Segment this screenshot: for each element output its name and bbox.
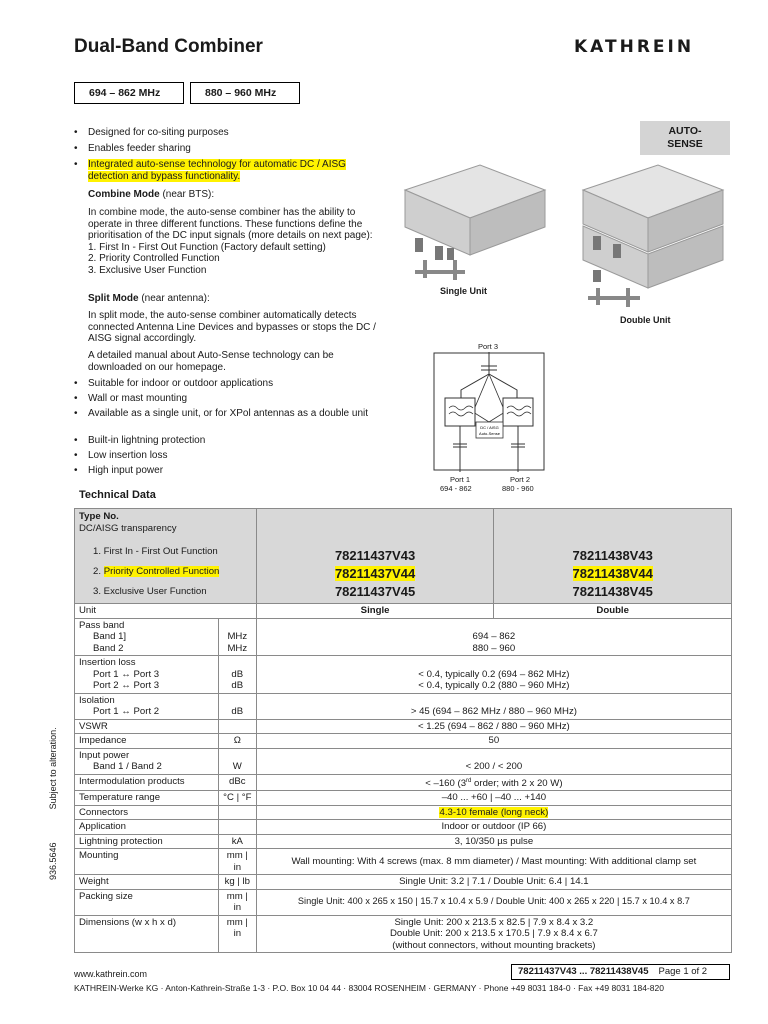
split-mode-heading: Split Mode (near antenna): <box>88 293 210 304</box>
feature-item: • Designed for co-siting purposes <box>74 127 229 138</box>
table-row: Connectors 4.3-10 female (long neck) <box>75 805 732 820</box>
table-row: VSWR < 1.25 (694 – 862 / 880 – 960 MHz) <box>75 719 732 734</box>
table-row: Dimensions (w x h x d) mm | in Single Unit: 200 x 213.5 x 82.5 | 7.9 x 8.4 x 3.2 Double Unit: 200 x 213.5 x 170.5 | 7.9 x 8.4 x 6.7 (without connectors, without mounting brackets) <box>75 915 732 953</box>
table-row: Packing size mm | in Single Unit: 400 x 265 x 150 | 15.7 x 10.4 x 5.9 / Double Unit: 400 x 265 x 220 | 15.7 x 10.4 x 8.7 <box>75 889 732 915</box>
document-code: 936.5646 <box>48 842 58 880</box>
type-double-v44: 78211438V44 <box>572 566 653 581</box>
badge-line-1: AUTO- <box>668 125 702 137</box>
table-row: Weight kg | lb Single Unit: 3.2 | 7.1 / Double Unit: 6.4 | 14.1 <box>75 875 732 890</box>
table-row: Insertion loss Port 1 ↔ Port 3 Port 2 ↔ Port 3 dB dB < 0.4, typically 0.2 (694 – 862 MHz) < 0.4, typically 0.2 (880 – 960 MHz) <box>75 656 732 694</box>
feature-item: • Low insertion loss <box>74 450 168 461</box>
footer-website: www.kathrein.com <box>74 969 148 979</box>
double-unit-caption: Double Unit <box>620 315 671 325</box>
feature-item: • Suitable for indoor or outdoor applications <box>74 378 274 389</box>
combine-mode-heading: Combine Mode (near BTS): <box>88 189 215 200</box>
page-title: Dual-Band Combiner <box>74 36 263 57</box>
table-row: Pass band Band 1] Band 2 MHz MHz 694 – 862 880 – 960 <box>75 618 732 656</box>
feature-item: • High input power <box>74 465 164 476</box>
single-unit-caption: Single Unit <box>440 286 487 296</box>
type-single-v43: 78211437V43 <box>334 548 416 563</box>
single-unit-image <box>385 160 555 285</box>
type-double-v45: 78211438V45 <box>572 584 653 599</box>
table-row: Isolation Port 1 ↔ Port 2 dB > 45 (694 – 862 MHz / 880 – 960 MHz) <box>75 693 732 719</box>
diagram-port3-label: Port 3 <box>478 342 499 351</box>
diagram-port1-range: 694 - 862 <box>440 484 472 493</box>
technical-data-heading: Technical Data <box>79 489 156 501</box>
kathrein-logo: KATHREIN <box>574 37 695 57</box>
table-row: Impedance Ω 50 <box>75 734 732 749</box>
badge-line-2: SENSE <box>667 138 703 150</box>
manual-text: A detailed manual about Auto-Sense technology can be downloaded on our homepage. <box>88 350 334 373</box>
double-unit-image <box>568 160 733 310</box>
table-row: Input power Band 1 / Band 2 W < 200 / < 200 <box>75 748 732 774</box>
table-row: Type No. DC/AISG transparency 1. First In - First Out Function 2. Priority Controlled Function 3. Exclusive User Function 78211437V43 78211437V44 78211437V45 78211438V43 78211438V44 78211438V45 <box>75 509 732 604</box>
footer-type-range: 78211437V43 ... 78211438V45 Page 1 of 2 <box>511 964 730 980</box>
table-row: Unit Single Double <box>75 604 732 619</box>
subject-to-alteration: Subject to alteration. <box>48 727 58 810</box>
diagram-port2-range: 880 - 960 <box>502 484 534 493</box>
table-row: Temperature range °C | °F –40 ... +60 | –40 ... +140 <box>75 791 732 806</box>
diagram-port1-label: Port 1 <box>450 475 471 484</box>
side-note <box>48 727 58 880</box>
table-row: Lightning protection kA 3, 10/350 µs pulse <box>75 834 732 849</box>
table-row: Intermodulation products dBc < –160 (3rd order; with 2 x 20 W) <box>75 774 732 791</box>
feature-item: • Available as a single unit, or for XPol antennas as a double unit <box>74 408 368 419</box>
diagram-port2-label: Port 2 <box>510 475 531 484</box>
feature-item-highlighted: • Integrated auto-sense technology for automatic DC / AISG detection and bypass functionality. <box>74 159 346 182</box>
technical-data-table <box>74 508 732 953</box>
diagram-box-line1: DC / AISG <box>480 425 499 430</box>
combine-mode-text: In combine mode, the auto-sense combiner has the ability to operate in three different functions. These functions define the prioritisation of the DC input signals (more details on next page): 1. First In - First Out Function (Factory default setting) 2. Priority Controlled Function 3. Exclusive User Function <box>88 207 373 276</box>
feature-item: • Enables feeder sharing <box>74 143 191 154</box>
type-single-v45: 78211437V45 <box>334 584 416 599</box>
freq-band-2-box: 880 – 960 MHz <box>190 82 300 104</box>
feature-item: • Built-in lightning protection <box>74 435 206 446</box>
feature-item: • Wall or mast mounting <box>74 393 188 404</box>
freq-band-1-box: 694 – 862 MHz <box>74 82 184 104</box>
auto-sense-badge <box>640 121 730 155</box>
table-row: Mounting mm | in Wall mounting: With 4 screws (max. 8 mm diameter) / Mast mounting: With additional clamp set <box>75 849 732 875</box>
block-diagram <box>433 352 545 472</box>
type-double-v43: 78211438V43 <box>572 548 653 563</box>
split-mode-text: In split mode, the auto-sense combiner automatically detects connected Antenna Line Devices and bypasses or stops the DC / AISG signal accordingly. <box>88 310 376 344</box>
table-row: Application Indoor or outdoor (IP 66) <box>75 820 732 835</box>
diagram-box-line2: Auto-Sense <box>479 431 500 436</box>
footer-address: KATHREIN-Werke KG · Anton-Kathrein-Straße 1-3 · P.O. Box 10 04 44 · 83004 ROSENHEIM · GERMANY · Phone +49 8031 184-0 · Fax +49 8031 184-820 <box>74 983 664 993</box>
type-single-v44: 78211437V44 <box>334 566 416 581</box>
